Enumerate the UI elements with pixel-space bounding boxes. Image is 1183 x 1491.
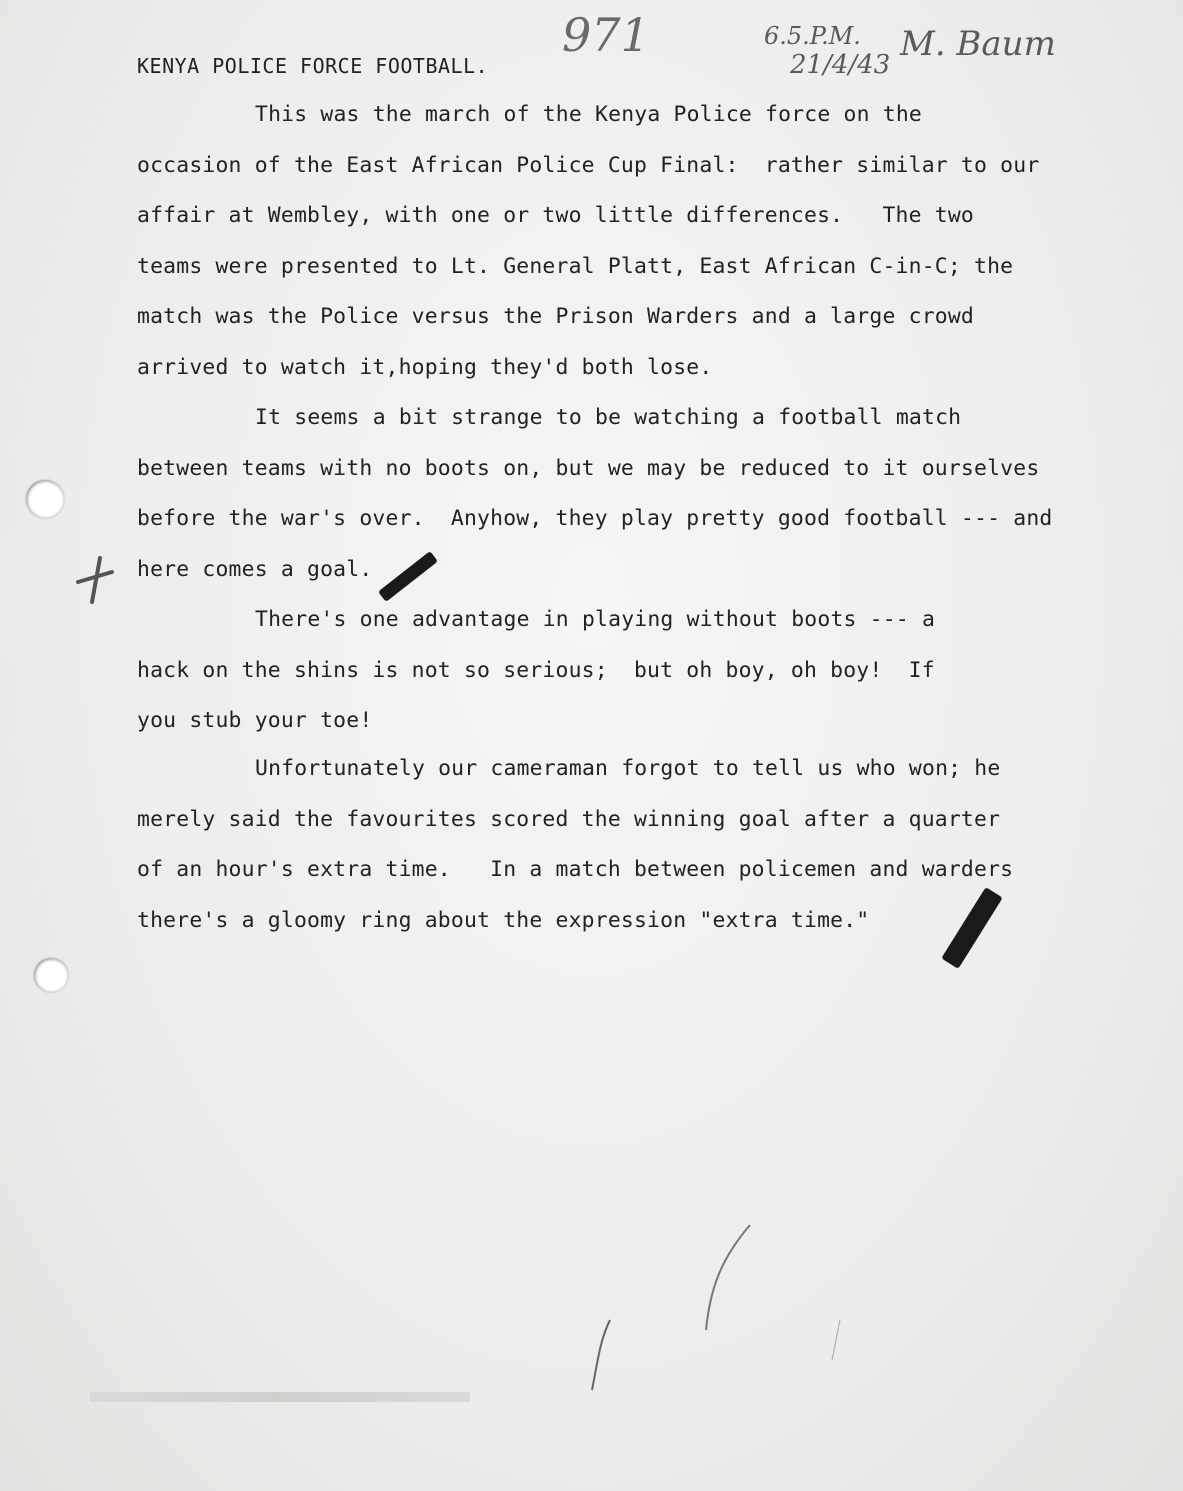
paragraph-1 — [137, 90, 1172, 393]
text-line: teams were presented to Lt. General Platt, East African C-in-C; the — [137, 253, 1014, 279]
text-line: here comes a goal. — [137, 556, 373, 582]
text-line: occasion of the East African Police Cup Final: rather similar to our — [137, 152, 1040, 178]
paragraph-4 — [137, 744, 1172, 946]
punch-hole — [34, 958, 68, 992]
paragraph-3 — [137, 595, 1172, 747]
text-line: merely said the favourites scored the winning goal after a quarter — [137, 806, 1001, 832]
text-line: between teams with no boots on, but we may be reduced to it ourselves — [137, 455, 1040, 481]
handwritten-number: 971 — [562, 8, 650, 62]
text-line: Unfortunately our cameraman forgot to tell us who won; he — [255, 756, 1001, 781]
handwritten-date: 21/4/43 — [790, 50, 891, 80]
text-line: there's a gloomy ring about the expression "extra time." — [137, 907, 870, 933]
bleed-through-mark — [90, 1392, 470, 1402]
handwritten-signature: M. Baum — [900, 24, 1056, 64]
text-line: before the war's over. Anyhow, they play pretty good football --- and — [137, 506, 1053, 531]
text-line: affair at Wembley, with one or two little differences. The two — [137, 203, 975, 228]
handwritten-time: 6.5.P.M. — [764, 22, 861, 50]
text-line: you stub your toe! — [137, 708, 373, 733]
pencil-marks-icon — [570, 1220, 870, 1420]
paragraph-2 — [137, 393, 1172, 595]
text-line: hack on the shins is not so serious; but oh boy, oh boy! If — [137, 657, 935, 683]
punch-hole — [26, 480, 64, 518]
text-line: of an hour's extra time. In a match between policemen and warders — [137, 857, 1014, 882]
document-title: KENYA POLICE FORCE FOOTBALL. — [137, 54, 489, 78]
text-line: There's one advantage in playing without boots --- a — [255, 607, 936, 632]
margin-mark-icon — [70, 552, 120, 608]
text-line: arrived to watch it,hoping they'd both lose. — [137, 354, 713, 380]
text-line: It seems a bit strange to be watching a football match — [255, 405, 962, 430]
text-line: match was the Police versus the Prison Warders and a large crowd — [137, 304, 975, 329]
text-line: This was the march of the Kenya Police force on the — [255, 102, 922, 127]
